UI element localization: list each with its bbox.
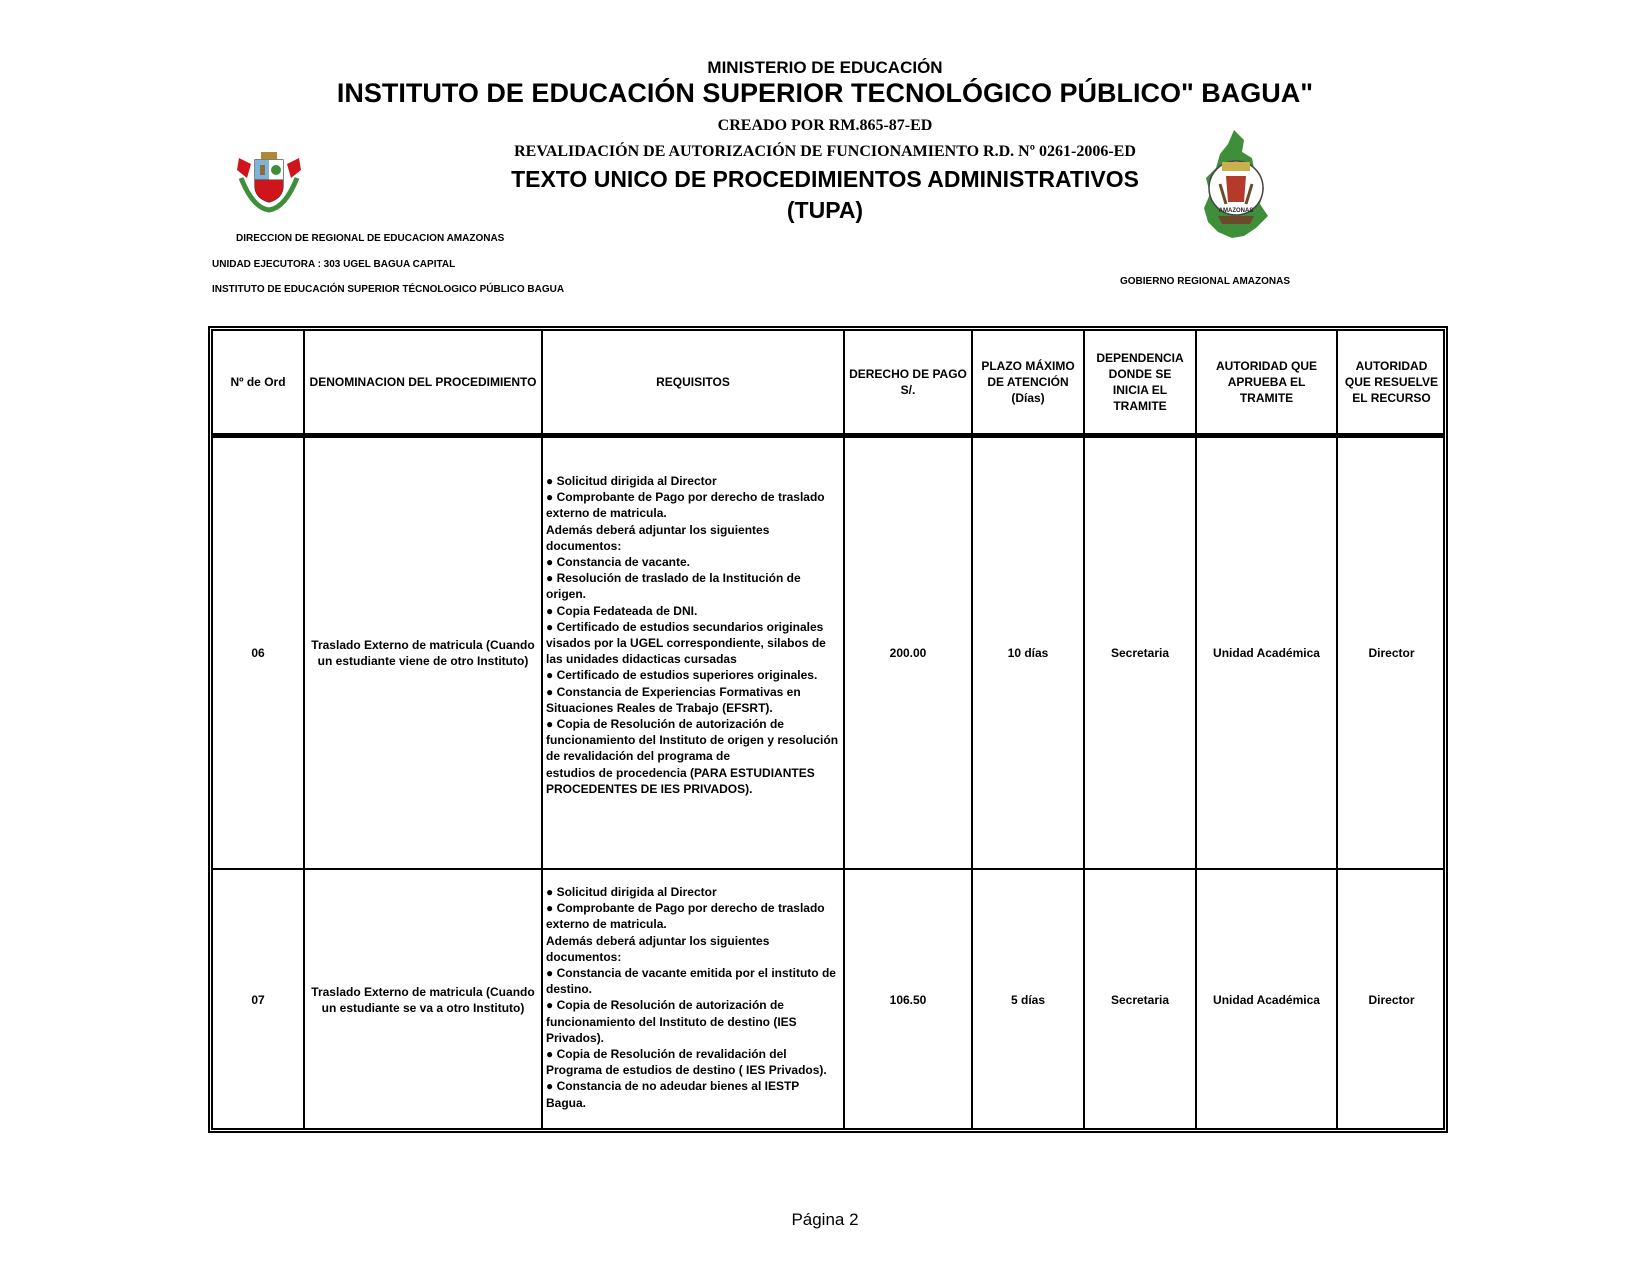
institute-title: INSTITUTO DE EDUCACIÓN SUPERIOR TECNOLÓGICO PÚBLICO" BAGUA" bbox=[336, 78, 1314, 108]
header-denominacion: DENOMINACION DEL PROCEDIMIENTO bbox=[309, 375, 537, 389]
row-06-requisitos: ● Solicitud dirigida al Director ● Comprobante de Pago por derecho de traslado externo de matricula. Además deberá adjuntar los siguientes documentos: ● Constancia de vacante. ● Resolución de traslado de la Institución de origen. ● Copia Fedateada de DNI. ● Certificado de estudios secundarios originales visados por la UGEL correspondiente, silabos de las unidades didacticas cursadas ● Certificado de estudios superiores originales. ● Constancia de Experiencias Formativas en Situaciones Reales de Trabajo (EFSRT). ● Copia de Resolución de autorización de funcionamiento del Instituto de origen y resolución de revalidación del programa de estudios de procedencia (PARA ESTUDIANTES PROCEDENTES DE IES PRIVADOS). bbox=[546, 474, 839, 796]
row-06-plazo: 10 días bbox=[1007, 646, 1049, 660]
header-plazo: PLAZO MÁXIMO DE ATENCIÓN (Días) bbox=[981, 359, 1075, 405]
row-07-autoridad-aprueba: Unidad Académica bbox=[1213, 993, 1320, 1007]
header-autoridad-resuelve: AUTORIDAD QUE RESUELVE EL RECURSO bbox=[1344, 359, 1439, 405]
page-number: Página 2 bbox=[791, 1210, 859, 1229]
header-ord: Nº de Ord bbox=[230, 375, 286, 389]
header-derecho: DERECHO DE PAGO S/. bbox=[849, 367, 967, 397]
institute-label: INSTITUTO DE EDUCACIÓN SUPERIOR TÉCNOLOGICO PÚBLICO BAGUA bbox=[212, 284, 565, 295]
direccion-label: DIRECCION DE REGIONAL DE EDUCACION AMAZONAS bbox=[236, 233, 505, 244]
document-subtitle: (TUPA) bbox=[786, 197, 864, 223]
document-title: TEXTO UNICO DE PROCEDIMIENTOS ADMINISTRATIVOS bbox=[511, 166, 1139, 192]
row-07-plazo: 5 días bbox=[1010, 993, 1046, 1007]
amazonas-emblem-icon bbox=[1198, 128, 1274, 240]
row-07-denominacion: Traslado Externo de matricula (Cuando un estudiante se va a otro Instituto) bbox=[311, 985, 535, 1015]
row-07-autoridad-resuelve: Director bbox=[1368, 993, 1415, 1007]
ministry-title: MINISTERIO DE EDUCACIÓN bbox=[707, 58, 943, 77]
header-requisitos: REQUISITOS bbox=[656, 375, 730, 389]
row-06-dependencia: Secretaria bbox=[1110, 646, 1170, 660]
row-06-derecho: 200.00 bbox=[889, 646, 927, 660]
peru-coat-of-arms-icon bbox=[233, 148, 305, 214]
unidad-ejecutora-label: UNIDAD EJECUTORA : 303 UGEL BAGUA CAPITAL bbox=[212, 259, 456, 270]
row-07-derecho: 106.50 bbox=[889, 993, 927, 1007]
row-06-autoridad-aprueba: Unidad Académica bbox=[1213, 646, 1320, 660]
tupa-table bbox=[208, 326, 1448, 1133]
row-07-ord: 07 bbox=[251, 993, 265, 1007]
amazonas-emblem-text: AMAZONAS bbox=[1218, 208, 1254, 214]
gobierno-label: GOBIERNO REGIONAL AMAZONAS bbox=[1120, 276, 1291, 287]
column-divider bbox=[541, 329, 543, 1130]
row-07-requisitos: ● Solicitud dirigida al Director ● Comprobante de Pago por derecho de traslado externo de matricula. Además deberá adjuntar los siguientes documentos: ● Constancia de vacante emitida por el instituto de destino. ● Copia de Resolución de autorización de funcionamiento del Instituto de destino (IES Privados). ● Copia de Resolución de revalidación del Programa de estudios de destino ( IES Privados). ● Constancia de no adeudar bienes al IESTP Bagua. bbox=[546, 885, 836, 1110]
header-autoridad-aprueba: AUTORIDAD QUE APRUEBA EL TRAMITE bbox=[1215, 359, 1318, 405]
revalidation-note: REVALIDACIÓN DE AUTORIZACIÓN DE FUNCIONAMIENTO R.D. Nº 0261-2006-ED bbox=[514, 143, 1136, 160]
row-06-denominacion: Traslado Externo de matricula (Cuando un estudiante viene de otro Instituto) bbox=[311, 638, 535, 668]
row-06-ord: 06 bbox=[251, 646, 265, 660]
row-06-autoridad-resuelve: Director bbox=[1368, 646, 1415, 660]
row-07-dependencia: Secretaria bbox=[1110, 993, 1170, 1007]
creation-note: CREADO POR RM.865-87-ED bbox=[717, 117, 933, 134]
header-dependencia: DEPENDENCIA DONDE SE INICIA EL TRAMITE bbox=[1096, 351, 1184, 413]
